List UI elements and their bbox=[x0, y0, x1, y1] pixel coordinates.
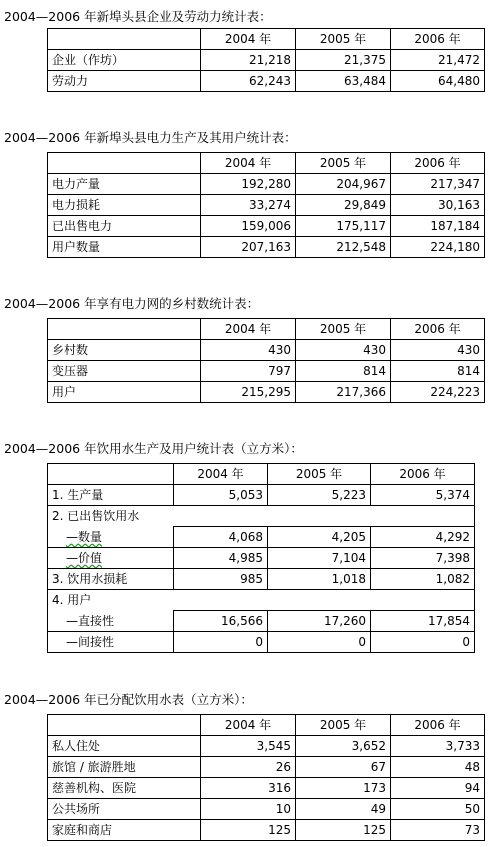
cell-value: 7,398 bbox=[371, 548, 475, 569]
row-label: 家庭和商店 bbox=[48, 820, 201, 841]
table-row bbox=[48, 382, 485, 403]
cell-value: 29,849 bbox=[296, 195, 391, 216]
table-row bbox=[48, 216, 485, 237]
cell-value: 192,280 bbox=[201, 174, 296, 195]
cell-value: 204,967 bbox=[296, 174, 391, 195]
cell-value: 4,292 bbox=[371, 527, 475, 548]
corner-cell bbox=[48, 715, 201, 736]
year-header: 2004 年 bbox=[201, 153, 296, 174]
distributed-water-table bbox=[47, 714, 485, 841]
table-row bbox=[48, 485, 475, 506]
cell-value: 4,205 bbox=[268, 527, 371, 548]
year-header: 2004 年 bbox=[201, 319, 296, 340]
table-row bbox=[48, 50, 485, 71]
cell-value: 50 bbox=[391, 799, 485, 820]
table-row bbox=[48, 506, 475, 527]
cell-value: 21,375 bbox=[296, 50, 391, 71]
table-title-electricity: 2004—2006 年新埠头县电力生产及其用户统计表： bbox=[4, 130, 297, 145]
cell-value: 430 bbox=[391, 340, 485, 361]
table-row bbox=[48, 71, 485, 92]
cell-value: 21,218 bbox=[201, 50, 296, 71]
table-title-enterprise-labor: 2004—2006 年新埠头县企业及劳动力统计表： bbox=[4, 9, 272, 24]
row-label-text: —价值 bbox=[66, 551, 103, 565]
cell-value: 64,480 bbox=[391, 71, 485, 92]
cell-value: 5,223 bbox=[268, 485, 371, 506]
year-header: 2006 年 bbox=[391, 319, 485, 340]
table-row bbox=[48, 736, 485, 757]
year-header: 2005 年 bbox=[296, 153, 391, 174]
row-label bbox=[48, 548, 174, 569]
drinking-water-table bbox=[47, 463, 475, 653]
cell-value: 430 bbox=[296, 340, 391, 361]
cell-value: 187,184 bbox=[391, 216, 485, 237]
cell-value: 1,018 bbox=[268, 569, 371, 590]
cell-value: 16,566 bbox=[174, 611, 268, 632]
villages-table bbox=[47, 318, 485, 403]
cell-value: 0 bbox=[174, 632, 268, 653]
row-label: 用户数量 bbox=[48, 237, 201, 258]
row-label: 慈善机构、医院 bbox=[48, 778, 201, 799]
cell-value: 5,374 bbox=[371, 485, 475, 506]
cell-value: 207,163 bbox=[201, 237, 296, 258]
cell-value: 224,180 bbox=[391, 237, 485, 258]
cell-value: 26 bbox=[201, 757, 296, 778]
year-header: 2006 年 bbox=[391, 715, 485, 736]
table-row bbox=[48, 757, 485, 778]
cell-value: 215,295 bbox=[201, 382, 296, 403]
row-label: 旅馆 / 旅游胜地 bbox=[48, 757, 201, 778]
cell-value: 7,104 bbox=[268, 548, 371, 569]
cell-value: 17,260 bbox=[268, 611, 371, 632]
table-row bbox=[48, 632, 475, 653]
cell-value: 5,053 bbox=[174, 485, 268, 506]
corner-cell bbox=[48, 464, 174, 485]
cell-value: 4,068 bbox=[174, 527, 268, 548]
table-row bbox=[48, 527, 475, 548]
row-label: 已出售电力 bbox=[48, 216, 201, 237]
row-label bbox=[48, 527, 174, 548]
cell-value: 217,347 bbox=[391, 174, 485, 195]
year-header: 2005 年 bbox=[268, 464, 371, 485]
year-header: 2004 年 bbox=[201, 29, 296, 50]
cell-value: 3,733 bbox=[391, 736, 485, 757]
cell-value: 3,545 bbox=[201, 736, 296, 757]
electricity-table bbox=[47, 152, 485, 258]
row-label: —间接性 bbox=[48, 632, 174, 653]
cell-value: 94 bbox=[391, 778, 485, 799]
header-row bbox=[48, 464, 475, 485]
row-label: 乡村数 bbox=[48, 340, 201, 361]
table-row bbox=[48, 340, 485, 361]
cell-value: 33,274 bbox=[201, 195, 296, 216]
table-row bbox=[48, 799, 485, 820]
row-label: —直接性 bbox=[48, 611, 174, 632]
cell-value: 0 bbox=[371, 632, 475, 653]
table-title-distributed-water: 2004—2006 年已分配饮用水表（立方米）： bbox=[4, 692, 253, 707]
cell-value: 159,006 bbox=[201, 216, 296, 237]
cell-value: 173 bbox=[296, 778, 391, 799]
corner-cell bbox=[48, 319, 201, 340]
cell-value: 125 bbox=[296, 820, 391, 841]
year-header: 2005 年 bbox=[296, 319, 391, 340]
row-label-group: 4. 用户 bbox=[48, 590, 475, 611]
cell-value: 125 bbox=[201, 820, 296, 841]
table-row bbox=[48, 778, 485, 799]
cell-value: 224,223 bbox=[391, 382, 485, 403]
year-header: 2004 年 bbox=[174, 464, 268, 485]
cell-value: 0 bbox=[268, 632, 371, 653]
row-label: 电力损耗 bbox=[48, 195, 201, 216]
table-row bbox=[48, 548, 475, 569]
cell-value: 73 bbox=[391, 820, 485, 841]
table-title-villages: 2004—2006 年享有电力网的乡村数统计表： bbox=[4, 296, 260, 311]
row-label-group: 2. 已出售饮用水 bbox=[48, 506, 475, 527]
year-header: 2005 年 bbox=[296, 715, 391, 736]
header-row bbox=[48, 29, 485, 50]
year-header: 2006 年 bbox=[391, 153, 485, 174]
cell-value: 21,472 bbox=[391, 50, 485, 71]
row-label-text: —数量 bbox=[66, 529, 103, 544]
header-row bbox=[48, 319, 485, 340]
cell-value: 49 bbox=[296, 799, 391, 820]
cell-value: 217,366 bbox=[296, 382, 391, 403]
year-header: 2005 年 bbox=[296, 29, 391, 50]
row-label: 3. 饮用水损耗 bbox=[48, 569, 174, 590]
cell-value: 67 bbox=[296, 757, 391, 778]
header-row bbox=[48, 715, 485, 736]
row-label: 劳动力 bbox=[48, 71, 201, 92]
row-label: 公共场所 bbox=[48, 799, 201, 820]
cell-value: 4,985 bbox=[174, 548, 268, 569]
table-row bbox=[48, 361, 485, 382]
enterprise-labor-table bbox=[47, 28, 485, 92]
cell-value: 17,854 bbox=[371, 611, 475, 632]
table-row bbox=[48, 611, 475, 632]
table-title-drinking-water: 2004—2006 年饮用水生产及用户统计表（立方米）： bbox=[4, 441, 303, 456]
cell-value: 814 bbox=[296, 361, 391, 382]
cell-value: 62,243 bbox=[201, 71, 296, 92]
cell-value: 30,163 bbox=[391, 195, 485, 216]
table-row bbox=[48, 590, 475, 611]
cell-value: 316 bbox=[201, 778, 296, 799]
table-row bbox=[48, 174, 485, 195]
header-row bbox=[48, 153, 485, 174]
cell-value: 814 bbox=[391, 361, 485, 382]
year-header: 2004 年 bbox=[201, 715, 296, 736]
table-row bbox=[48, 569, 475, 590]
row-label: 私人住处 bbox=[48, 736, 201, 757]
row-label: 1. 生产量 bbox=[48, 485, 174, 506]
table-row bbox=[48, 820, 485, 841]
row-label: 企业（作坊） bbox=[48, 50, 201, 71]
year-header: 2006 年 bbox=[391, 29, 485, 50]
table-row bbox=[48, 237, 485, 258]
cell-value: 48 bbox=[391, 757, 485, 778]
cell-value: 175,117 bbox=[296, 216, 391, 237]
table-row bbox=[48, 195, 485, 216]
corner-cell bbox=[48, 29, 201, 50]
row-label: 变压器 bbox=[48, 361, 201, 382]
corner-cell bbox=[48, 153, 201, 174]
cell-value: 797 bbox=[201, 361, 296, 382]
row-label: 电力产量 bbox=[48, 174, 201, 195]
cell-value: 3,652 bbox=[296, 736, 391, 757]
cell-value: 10 bbox=[201, 799, 296, 820]
cell-value: 430 bbox=[201, 340, 296, 361]
cell-value: 212,548 bbox=[296, 237, 391, 258]
cell-value: 985 bbox=[174, 569, 268, 590]
year-header: 2006 年 bbox=[371, 464, 475, 485]
row-label: 用户 bbox=[48, 382, 201, 403]
cell-value: 1,082 bbox=[371, 569, 475, 590]
cell-value: 63,484 bbox=[296, 71, 391, 92]
